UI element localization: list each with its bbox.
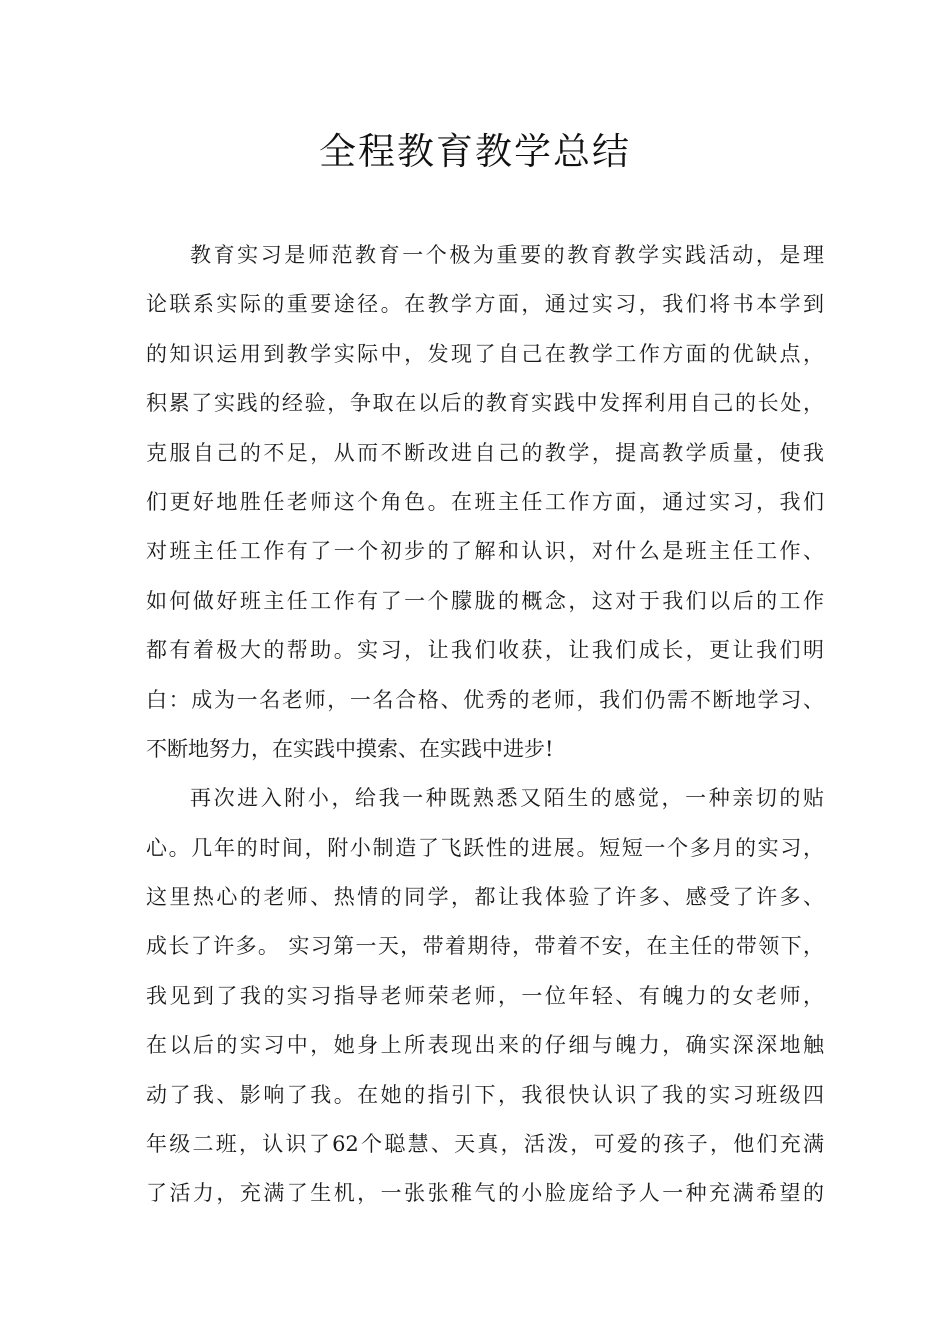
paragraph-2-line-6: 在以后的实习中，她身上所表现出来的仔细与魄力，确实深深地触 [146, 1033, 824, 1058]
paragraph-1-line-6: 们更好地胜任老师这个角色。在班主任工作方面，通过实习，我们 [146, 489, 824, 514]
document-body [146, 231, 824, 1219]
paragraph-1-line-8: 如何做好班主任工作有了一个朦胧的概念，这对于我们以后的工作 [146, 588, 824, 613]
document-title: 全程教育教学总结 [319, 130, 631, 173]
paragraph-2-line-5: 我见到了我的实习指导老师荣老师，一位年轻、有魄力的女老师， [146, 983, 824, 1008]
paragraph-1-line-10: 白：成为一名老师，一名合格、优秀的老师，我们仍需不断地学习、 [146, 687, 824, 712]
paragraph-1-line-4: 积累了实践的经验，争取在以后的教育实践中发挥利用自己的长处， [146, 391, 824, 416]
paragraph-1-line-5: 克服自己的不足，从而不断改进自己的教学，提高教学质量，使我 [146, 440, 824, 465]
paragraph-1-line-11: 不断地努力，在实践中摸索、在实践中进步! [146, 736, 554, 761]
paragraph-1-line-3: 的知识运用到教学实际中，发现了自己在教学工作方面的优缺点， [146, 341, 824, 366]
paragraph-2-line-3: 这里热心的老师、热情的同学，都让我体验了许多、感受了许多、 [146, 885, 824, 910]
paragraph-2-line-4: 成长了许多。 实习第一天，带着期待，带着不安，在主任的带领下， [146, 934, 824, 959]
paragraph-2-line-8: 年级二班，认识了62个聪慧、天真，活泼，可爱的孩子，他们充满 [146, 1132, 824, 1157]
paragraph-1-line-1: 教育实习是师范教育一个极为重要的教育教学实践活动，是理 [190, 243, 824, 267]
paragraph-2-line-9: 了活力，充满了生机，一张张稚气的小脸庞给予人一种充满希望的 [146, 1181, 824, 1206]
paragraph-2-line-7: 动了我、影响了我。在她的指引下，我很快认识了我的实习班级四 [146, 1082, 824, 1107]
paragraph-1-line-2: 论联系实际的重要途径。在教学方面，通过实习，我们将书本学到 [146, 292, 824, 317]
paragraph-2-line-2: 心。几年的时间，附小制造了飞跃性的进展。短短一个多月的实习， [146, 835, 824, 860]
paragraph-2-line-1: 再次进入附小，给我一种既熟悉又陌生的感觉，一种亲切的贴 [190, 786, 824, 811]
paragraph-1-line-7: 对班主任工作有了一个初步的了解和认识，对什么是班主任工作、 [146, 539, 824, 564]
paragraph-1-line-9: 都有着极大的帮助。实习，让我们收获，让我们成长，更让我们明 [146, 638, 824, 663]
